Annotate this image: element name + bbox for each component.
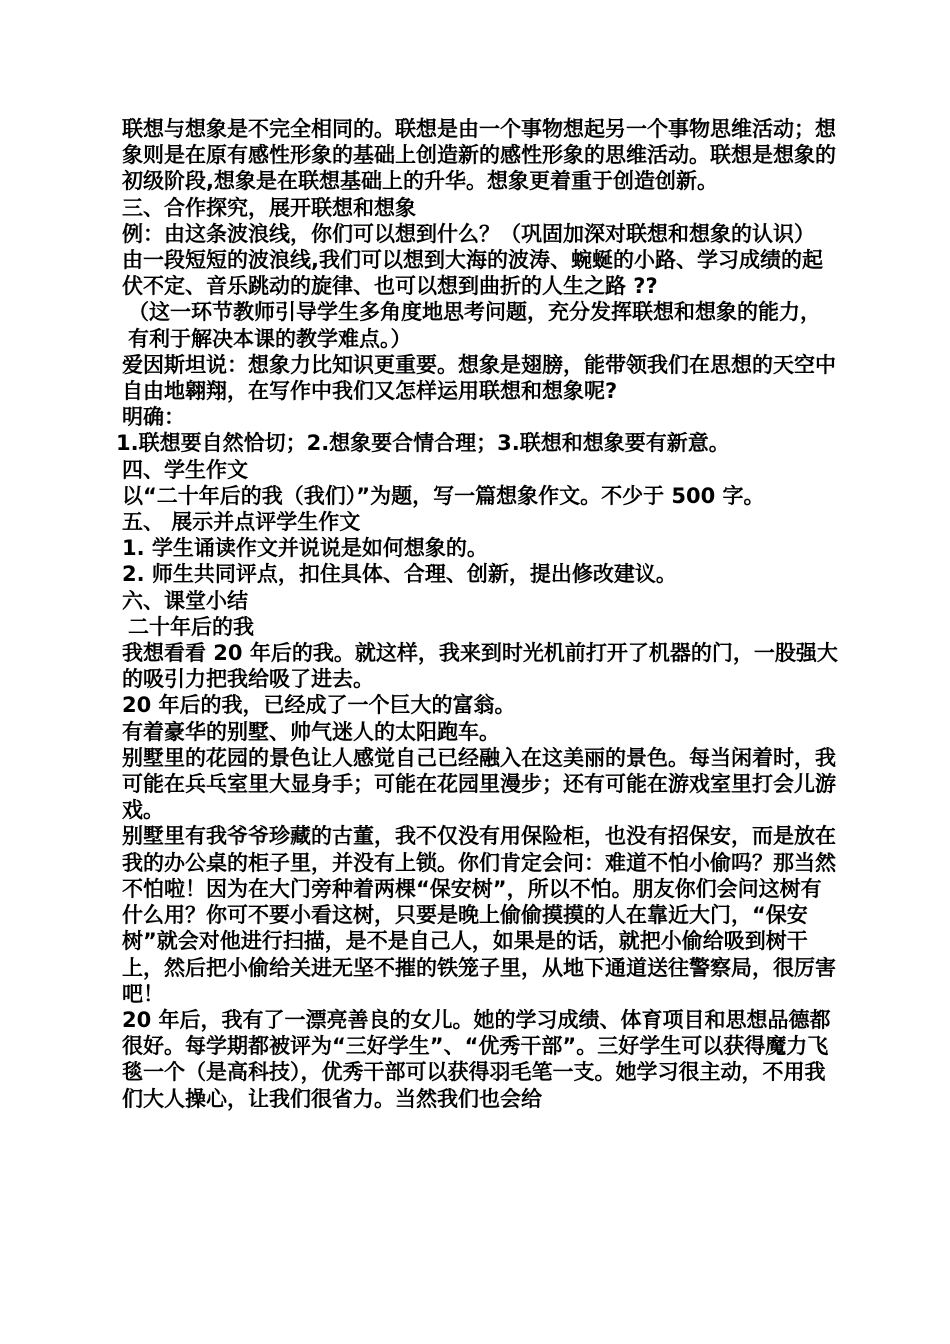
- essay-paragraph-3: 有着豪华的别墅、帅气迷人的太阳跑车。: [122, 719, 500, 744]
- section-heading-6: 六、课堂小结: [122, 588, 248, 613]
- paragraph-rules: 1.联想要自然恰切；2.想象要合情合理；3.联想和想象要有新意。: [116, 431, 730, 456]
- paragraph-association-vs-imagination: 联想与想象是不完全相同的。联想是由一个事物想起另一个事物思维活动；想象则是在原有感性形象的基础上创造新的感性形象的思维活动。联想是想象的初级阶段,想象是在联想基础上的升华。想象更着重于创造创新。: [122, 117, 836, 194]
- document-body: [116, 116, 838, 1112]
- paragraph-example: 例：由这条波浪线，你们可以想到什么？（巩固加深对联想和想象的认识）: [122, 221, 815, 246]
- essay-paragraph-4: 别墅里的花园的景色让人感觉自己已经融入在这美丽的景色。每当闲着时，我可能在兵乓室里大显身手；可能在花园里漫步；还有可能在游戏室里打会儿游戏。: [122, 745, 836, 823]
- paragraph-teacher-note: （这一环节教师引导学生多角度地思考问题，充分发挥联想和想象的能力，有利于解决本课的教学难点。）: [128, 300, 821, 351]
- paragraph-assignment: 以“二十年后的我（我们）”为题，写一篇想象作文。不少于 500 字。: [122, 483, 765, 508]
- list-item-2: 2. 师生共同评点，扣住具体、合理、创新，提出修改建议。: [122, 562, 677, 587]
- essay-paragraph-2: 20 年后的我，已经成了一个巨大的富翁。: [122, 693, 516, 718]
- essay-paragraph-5: 别墅里有我爷爷珍藏的古董，我不仅没有用保险柜，也没有招保安，而是放在我的办公桌的柜子里，并没有上锁。你们肯定会问：难道不怕小偷吗？那当然不怕啦！因为在大门旁种着两棵“保安树”，所以不怕。朋友你们会问这树有什么用？你可不要小看这树，只要是晚上偷偷摸摸的人在靠近大门，“保安树”就会对他进行扫描，是不是自己人，如果是的话，就把小偷给吸到树干上，然后把小偷给关进无坚不摧的铁笼子里，从地下通道送往警察局，很厉害吧！: [122, 824, 836, 1006]
- paragraph-wave-line: 由一段短短的波浪线,我们可以想到大海的波涛、蜿蜒的小路、学习成绩的起伏不定、音乐跳动的旋律、也可以想到曲折的人生之路 ??: [122, 248, 823, 299]
- list-item-1: 1. 学生诵读作文并说说是如何想象的。: [122, 536, 488, 561]
- section-heading-4: 四、学生作文: [122, 457, 248, 482]
- section-heading-5: 五、 展示并点评学生作文: [122, 510, 361, 535]
- paragraph-einstein: 爱因斯坦说：想象力比知识更重要。想象是翅膀，能带领我们在思想的天空中自由地翱翔，在写作中我们又怎样运用联想和想象呢?: [122, 352, 836, 404]
- section-heading-3: 三、合作探究，展开联想和想象: [122, 195, 416, 220]
- essay-paragraph-6: 20 年后，我有了一漂亮善良的女儿。她的学习成绩、体育项目和思想品德都很好。每学期都被评为“三好学生”、“优秀干部”。三好学生可以获得魔力飞毯一个（是高科技），优秀干部可以获得羽毛笔一支。她学习很主动，不用我们大人操心，让我们很省力。当然我们也会给: [122, 1007, 831, 1111]
- essay-paragraph-1: 我想看看 20 年后的我。就这样，我来到时光机前打开了机器的门，一股强大的吸引力把我给吸了进去。: [122, 641, 838, 692]
- essay-title: 二十年后的我: [128, 614, 254, 639]
- paragraph-clarify: 明确：: [122, 405, 185, 430]
